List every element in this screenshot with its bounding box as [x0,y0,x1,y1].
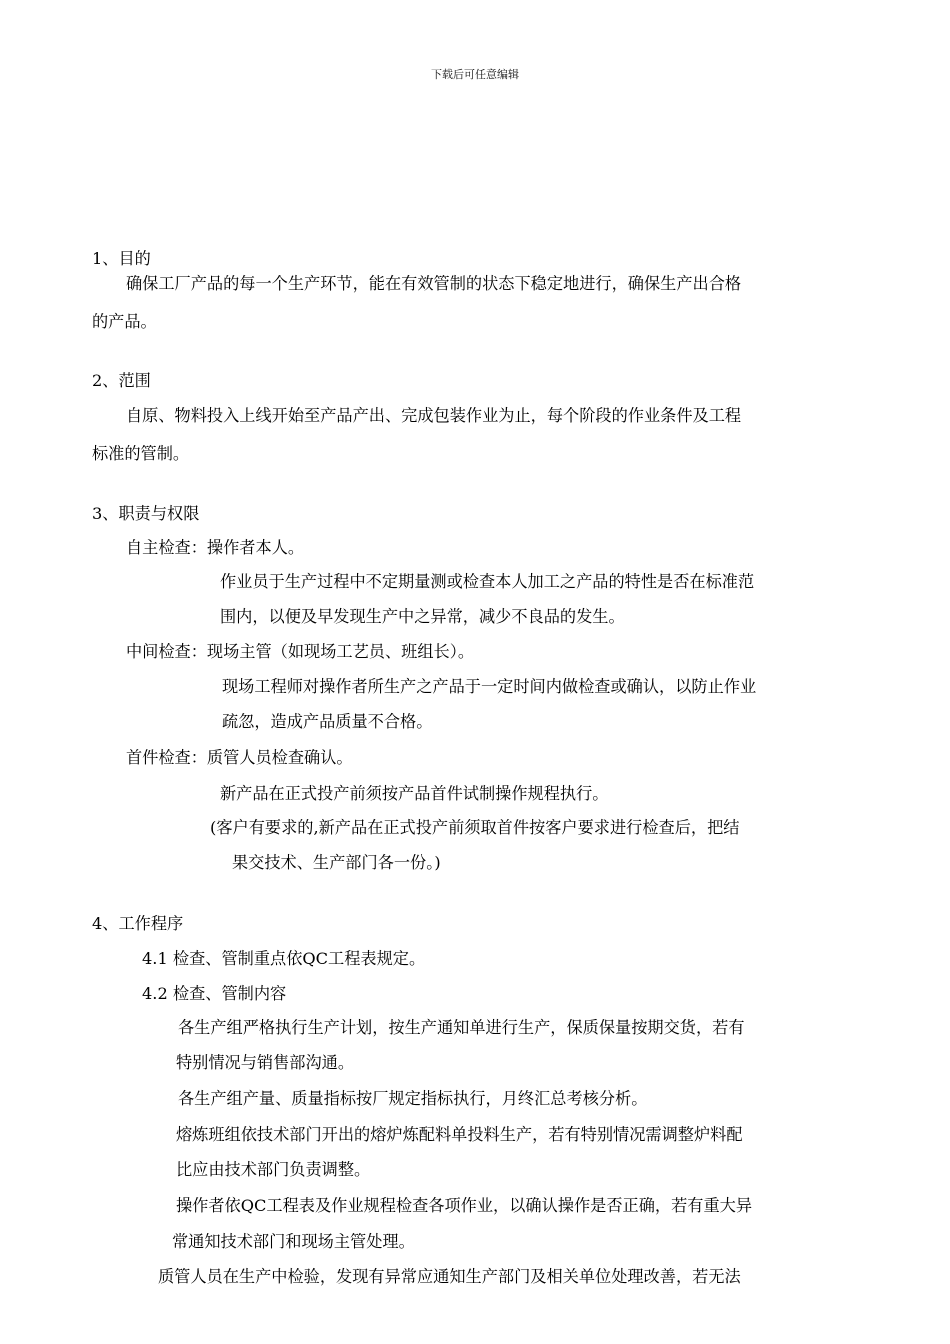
middle-check-line-2: 疏忽，造成产品质量不合格。 [222,712,433,731]
section-purpose-title: 1、目的 [92,249,151,268]
procedure-item-4-2: 4.2 检查、管制内容 [142,984,287,1003]
first-check-line-2: (客户有要求的,新产品在正式投产前须取首件按客户要求进行检查后，把结 [210,818,740,837]
middle-check-label: 中间检查：现场主管（如现场工艺员、班组长）。 [126,642,475,661]
procedure-line-8: 质管人员在生产中检验，发现有异常应通知生产部门及相关单位处理改善，若无法 [158,1267,741,1286]
page-header-note: 下载后可任意编辑 [431,68,519,81]
self-check-line-1: 作业员于生产过程中不定期量测或检查本人加工之产品的特性是否在标准范 [220,572,755,591]
purpose-line-2: 的产品。 [92,312,157,331]
first-check-label: 首件检查：质管人员检查确认。 [126,748,353,767]
purpose-line-1: 确保工厂产品的每一个生产环节，能在有效管制的状态下稳定地进行，确保生产出合格 [126,274,742,293]
first-check-line-3: 果交技术、生产部门各一份。) [232,853,441,872]
middle-check-line-1: 现场工程师对操作者所生产之产品于一定时间内做检查或确认，以防止作业 [222,677,757,696]
procedure-line-5: 比应由技术部门负责调整。 [176,1160,371,1179]
section-responsibilities-title: 3、职责与权限 [92,504,200,523]
procedure-item-4-1: 4.1 检查、管制重点依QC工程表规定。 [142,949,426,968]
self-check-line-2: 围内，以便及早发现生产中之异常，减少不良品的发生。 [220,607,625,626]
procedure-line-1: 各生产组严格执行生产计划，按生产通知单进行生产，保质保量按期交货，若有 [178,1018,745,1037]
procedure-line-3: 各生产组产量、质量指标按厂规定指标执行，月终汇总考核分析。 [178,1089,648,1108]
self-check-label: 自主检查：操作者本人。 [126,538,305,557]
section-procedure-title: 4、工作程序 [92,914,184,933]
first-check-line-1: 新产品在正式投产前须按产品首件试制操作规程执行。 [220,784,609,803]
scope-line-1: 自原、物料投入上线开始至产品产出、完成包装作业为止，每个阶段的作业条件及工程 [126,406,742,425]
procedure-line-4: 熔炼班组依技术部门开出的熔炉炼配料单投料生产，若有特别情况需调整炉料配 [176,1125,743,1144]
procedure-line-6: 操作者依QC工程表及作业规程检查各项作业，以确认操作是否正确，若有重大异 [176,1196,753,1215]
scope-line-2: 标准的管制。 [92,444,190,463]
section-scope-title: 2、范围 [92,371,151,390]
procedure-line-2: 特别情况与销售部沟通。 [176,1053,355,1072]
procedure-line-7: 常通知技术部门和现场主管处理。 [172,1232,415,1251]
